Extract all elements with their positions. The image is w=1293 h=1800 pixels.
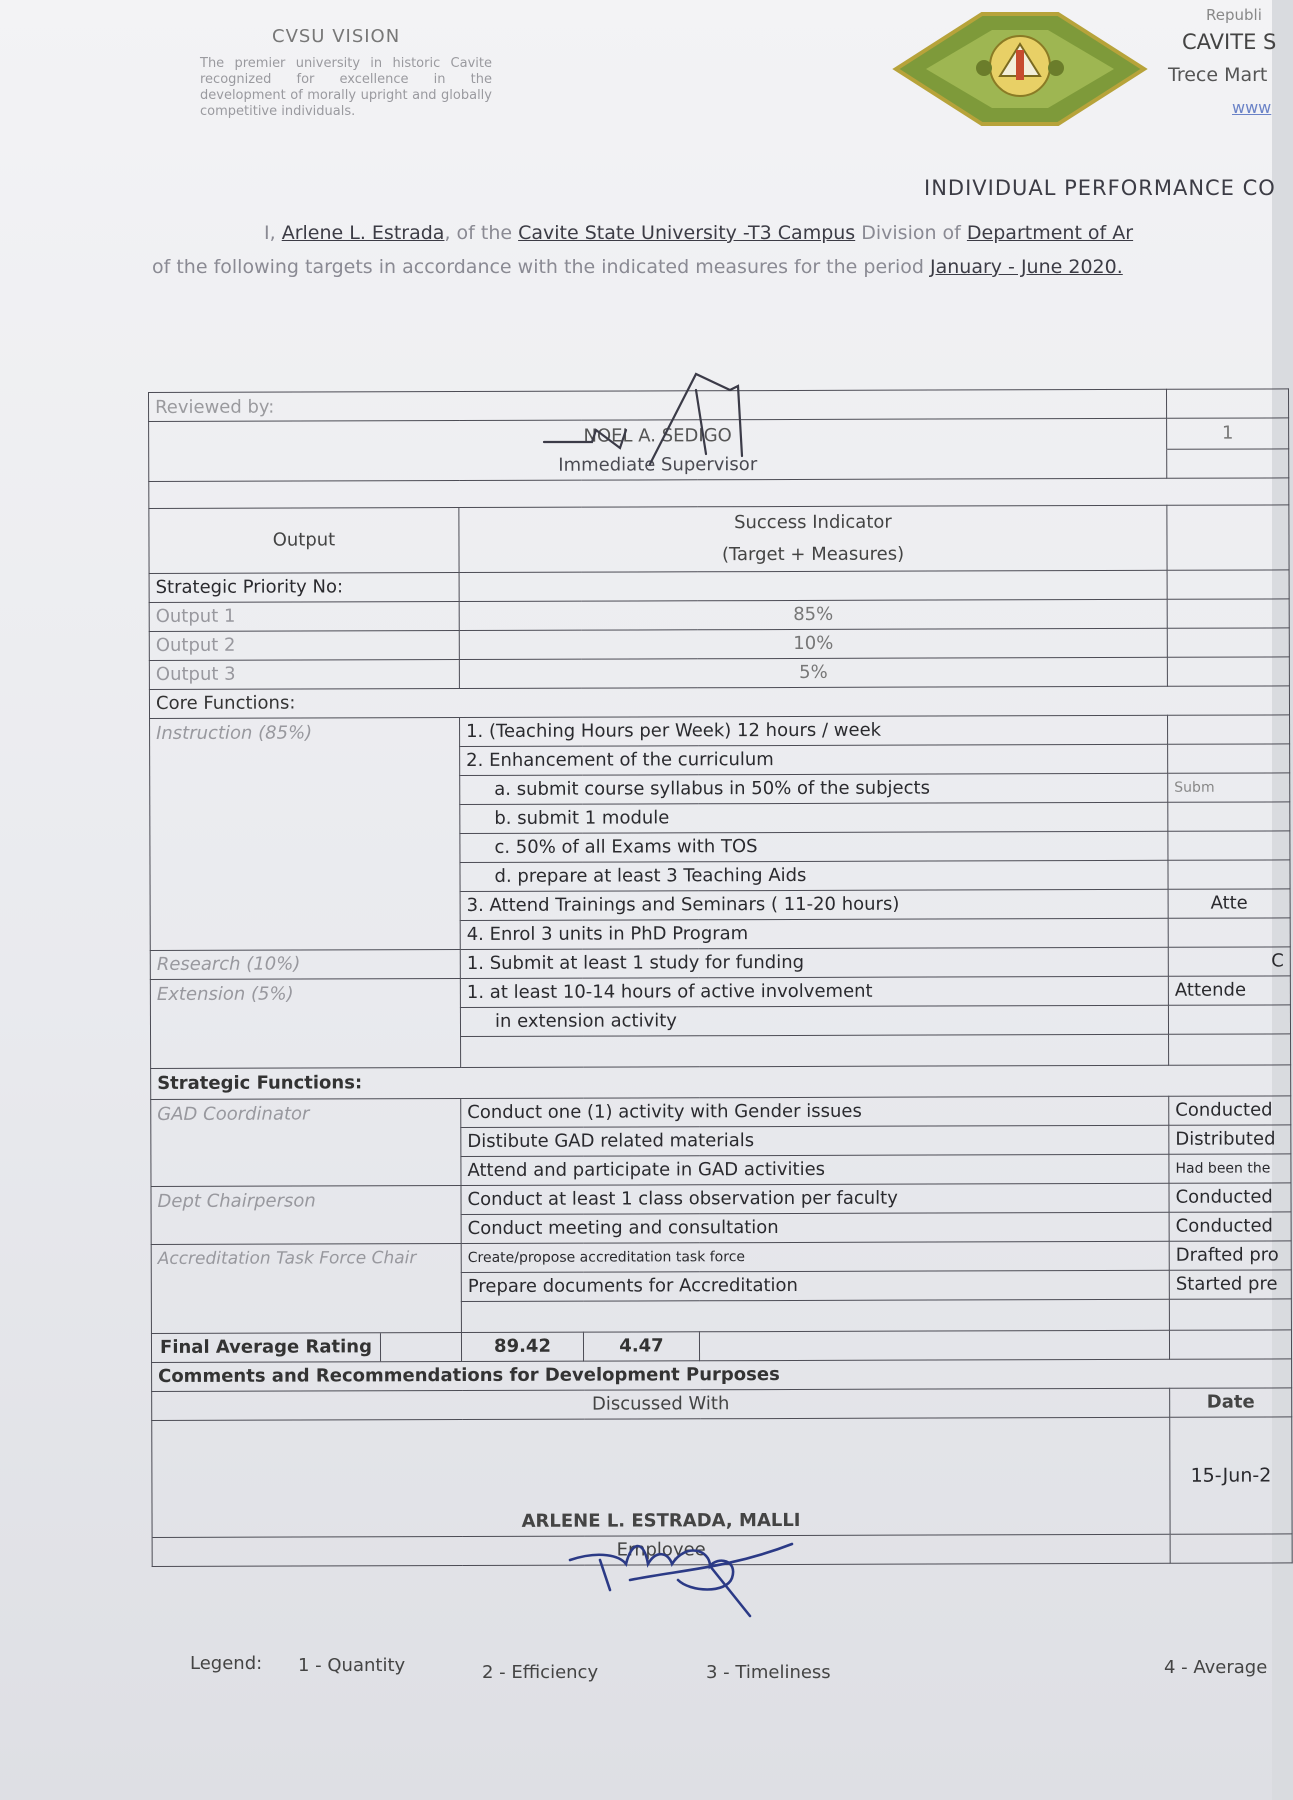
employee-sign-cell bbox=[152, 1417, 1170, 1537]
period-fill: January - June 2020. bbox=[929, 256, 1123, 278]
output-right bbox=[1167, 627, 1289, 656]
core-accomplishment bbox=[1168, 917, 1290, 946]
vision-title: CVSU VISION bbox=[272, 26, 401, 47]
discussed-row bbox=[152, 1387, 1292, 1420]
vision-text: The premier university in historic Cavite recognized for excellence in the development of morally upright and globally competitive individuals. bbox=[200, 56, 492, 119]
core-accomplishment: C bbox=[1168, 946, 1290, 975]
review-header-row bbox=[149, 389, 1289, 422]
core-indicator: 2. Enhancement of the curriculum bbox=[460, 744, 1168, 775]
final-rating-label-cell bbox=[151, 1332, 461, 1362]
extension-label: Extension (5%) bbox=[150, 978, 460, 1068]
output-right bbox=[1167, 598, 1289, 627]
strategic-functions-label: Strategic Functions: bbox=[151, 1064, 1291, 1099]
strategic-indicator: Conduct one (1) activity with Gender issues bbox=[461, 1096, 1169, 1127]
republic-text: Republi bbox=[1206, 6, 1262, 24]
core-indicator: 1. at least 10-14 hours of active involvement bbox=[460, 976, 1168, 1007]
employee-name: ARLENE L. ESTRADA, MALLI bbox=[521, 1509, 801, 1532]
core-indicator: b. submit 1 module bbox=[460, 802, 1168, 833]
supervisor-name: NOEL A. SEDIGO bbox=[583, 424, 732, 447]
strategic-priority-row bbox=[149, 569, 1289, 602]
department-fill: Department of Ar bbox=[966, 222, 1134, 244]
campus-fill: Cavite State University -T3 Campus bbox=[518, 222, 856, 244]
strategic-accomplishment: Conducted bbox=[1169, 1182, 1291, 1211]
output-row bbox=[149, 656, 1289, 689]
legend-label: Legend: bbox=[190, 1653, 263, 1674]
strategic-priority-label: Strategic Priority No: bbox=[149, 572, 459, 602]
col-right-header bbox=[1167, 504, 1289, 569]
ipcr-form-table bbox=[148, 388, 1293, 1566]
strategic-accomplishment: Conducted bbox=[1169, 1095, 1291, 1124]
legend-item: 2 - Efficiency bbox=[482, 1662, 599, 1683]
review-title-row bbox=[149, 448, 1289, 481]
employee-title-row bbox=[152, 1533, 1292, 1566]
review-name-row bbox=[149, 418, 1289, 452]
accreditation-label: Accreditation Task Force Chair bbox=[151, 1243, 461, 1333]
instruction-label: Instruction (85%) bbox=[150, 717, 461, 950]
intro-line-2 bbox=[152, 256, 1123, 278]
final-rating-value-2: 4.47 bbox=[583, 1331, 699, 1360]
col-success-line1: Success Indicator bbox=[734, 511, 892, 533]
research-label: Research (10%) bbox=[150, 949, 460, 979]
strategic-accomplishment: Had been the bbox=[1169, 1153, 1291, 1182]
discussed-with-label: Discussed With bbox=[152, 1388, 1170, 1420]
strategic-indicator: Conduct meeting and consultation bbox=[461, 1212, 1169, 1243]
core-indicator: 4. Enrol 3 units in PhD Program bbox=[460, 918, 1168, 949]
core-accomplishment bbox=[1168, 743, 1290, 772]
core-indicator: 1. Submit at least 1 study for funding bbox=[460, 947, 1168, 978]
gad-coordinator-label: GAD Coordinator bbox=[151, 1098, 461, 1186]
core-accomplishment: Attende bbox=[1168, 975, 1290, 1004]
employee-title-right bbox=[1170, 1533, 1292, 1562]
dept-chairperson-label: Dept Chairperson bbox=[151, 1185, 461, 1244]
strategic-indicator: Distibute GAD related materials bbox=[461, 1125, 1169, 1156]
review-right-mark: 1 bbox=[1167, 418, 1289, 449]
supervisor-title: Immediate Supervisor bbox=[558, 453, 758, 476]
output-right bbox=[1167, 656, 1289, 685]
legend-item: 1 - Quantity bbox=[298, 1655, 406, 1676]
core-accomplishment: Atte bbox=[1168, 888, 1290, 917]
output-label: Output 1 bbox=[149, 601, 459, 631]
final-rating-label: Final Average Rating bbox=[152, 1333, 381, 1362]
core-indicator: in extension activity bbox=[460, 1005, 1168, 1036]
core-row bbox=[150, 975, 1290, 1008]
col-output-header: Output bbox=[149, 507, 459, 573]
strategic-indicator: Conduct at least 1 class observation per faculty bbox=[461, 1183, 1169, 1214]
core-indicator: d. prepare at least 3 Teaching Aids bbox=[460, 860, 1168, 891]
comments-label: Comments and Recommendations for Development Purposes bbox=[152, 1358, 1292, 1391]
col-success-header bbox=[459, 505, 1167, 572]
date-label: Date bbox=[1170, 1387, 1292, 1416]
employee-title: Employee bbox=[152, 1534, 1170, 1566]
strategic-indicator: Attend and participate in GAD activities bbox=[461, 1154, 1169, 1185]
spacer-cell bbox=[149, 477, 1289, 508]
output-value: 85% bbox=[459, 599, 1167, 630]
strategic-accomplishment: Distributed bbox=[1169, 1124, 1291, 1153]
reviewed-by-label: Reviewed by: bbox=[149, 389, 1167, 421]
website-link[interactable]: www bbox=[1232, 98, 1272, 117]
university-name: CAVITE S bbox=[1182, 30, 1277, 54]
strategic-priority-blank bbox=[459, 570, 1167, 601]
employee-name-fill: Arlene L. Estrada bbox=[281, 222, 445, 244]
town-name: Trece Mart bbox=[1168, 64, 1268, 86]
blank-cell bbox=[1169, 1033, 1291, 1064]
intro-prefix: I, bbox=[264, 222, 276, 244]
strategic-accomplishment: Started pre bbox=[1169, 1269, 1291, 1298]
core-accomplishment bbox=[1168, 830, 1290, 859]
legend-item: 3 - Timeliness bbox=[706, 1662, 831, 1683]
final-rating-right bbox=[1169, 1329, 1291, 1358]
core-accomplishment bbox=[1168, 859, 1290, 888]
blank-cell bbox=[461, 1034, 1169, 1067]
core-accomplishment bbox=[1168, 1004, 1290, 1033]
strategic-accomplishment: Drafted pro bbox=[1169, 1240, 1291, 1269]
document-title: INDIVIDUAL PERFORMANCE CO bbox=[924, 176, 1276, 200]
intro-line-1 bbox=[264, 222, 1133, 244]
comments-row bbox=[152, 1358, 1292, 1391]
strategic-accomplishment: Conducted bbox=[1169, 1211, 1291, 1240]
legend-item: 4 - Average bbox=[1164, 1657, 1268, 1678]
core-accomplishment bbox=[1168, 714, 1290, 743]
strategic-row bbox=[151, 1095, 1291, 1128]
final-rating-blank bbox=[699, 1330, 1169, 1360]
date-value: 15-Jun-2 bbox=[1170, 1416, 1292, 1533]
spacer-row bbox=[149, 477, 1289, 508]
output-row bbox=[149, 627, 1289, 660]
intro-line2-prefix: of the following targets in accordance with the indicated measures for the period bbox=[152, 256, 924, 278]
core-indicator: a. submit course syllabus in 50% of the subjects bbox=[460, 773, 1168, 804]
output-row bbox=[149, 598, 1289, 631]
strategic-indicator: Create/propose accreditation task force bbox=[461, 1241, 1169, 1272]
output-label: Output 2 bbox=[149, 630, 459, 660]
review-right-cell bbox=[1167, 389, 1289, 418]
core-indicator: 1. (Teaching Hours per Week) 12 hours / week bbox=[460, 715, 1168, 746]
final-rating-row bbox=[151, 1329, 1291, 1362]
core-accomplishment: Subm bbox=[1168, 772, 1290, 801]
core-accomplishment bbox=[1168, 801, 1290, 830]
core-functions-label: Core Functions: bbox=[149, 685, 1289, 718]
core-row bbox=[150, 714, 1290, 747]
column-header-row bbox=[149, 504, 1289, 573]
supervisor-name-cell bbox=[149, 418, 1167, 452]
employee-sign-row bbox=[152, 1416, 1292, 1537]
review-right-blank bbox=[1167, 448, 1289, 477]
university-logo-icon bbox=[896, 10, 1144, 128]
core-indicator: 3. Attend Trainings and Seminars ( 11-20 hours) bbox=[460, 889, 1168, 920]
blank-cell bbox=[1169, 1298, 1291, 1329]
output-value: 5% bbox=[459, 657, 1167, 688]
strategic-row bbox=[151, 1240, 1291, 1273]
supervisor-title-cell bbox=[149, 449, 1167, 481]
final-rating-value-1: 89.42 bbox=[461, 1332, 583, 1361]
strategic-row bbox=[151, 1182, 1291, 1215]
core-row bbox=[150, 946, 1290, 979]
blank-cell bbox=[461, 1299, 1169, 1332]
core-indicator: c. 50% of all Exams with TOS bbox=[460, 831, 1168, 862]
strategic-functions-row bbox=[151, 1064, 1291, 1099]
intro-of-the: , of the bbox=[444, 222, 513, 244]
strategic-indicator: Prepare documents for Accreditation bbox=[461, 1270, 1169, 1301]
strategic-priority-right bbox=[1167, 569, 1289, 598]
intro-division: Division of bbox=[855, 222, 961, 244]
output-label: Output 3 bbox=[149, 659, 459, 689]
col-success-line2: (Target + Measures) bbox=[721, 543, 905, 565]
core-functions-row bbox=[149, 685, 1289, 718]
output-value: 10% bbox=[459, 628, 1167, 659]
